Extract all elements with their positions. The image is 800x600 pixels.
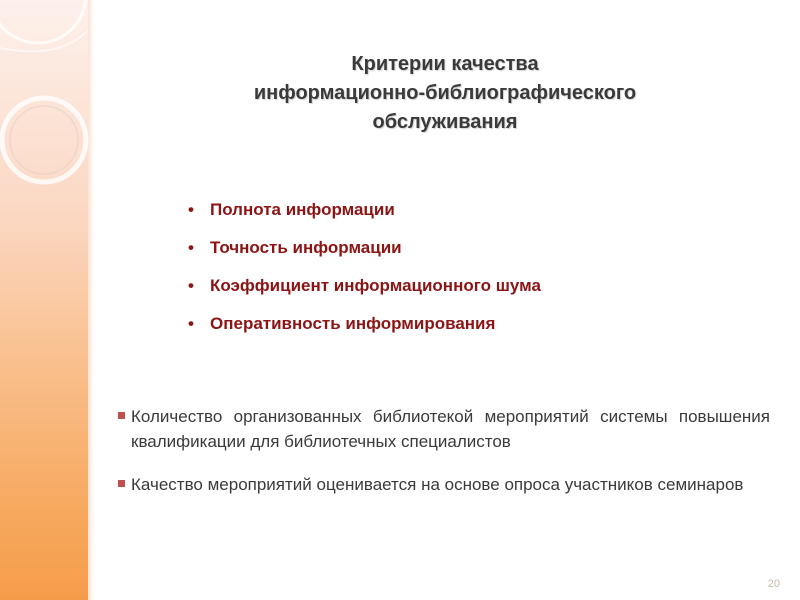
square-bullet-icon	[118, 480, 125, 487]
criteria-list	[188, 196, 541, 348]
title-line-2: информационно-библиографического	[253, 82, 637, 104]
decorative-rings	[0, 0, 120, 260]
criteria-label: Коэффициент информационного шума	[210, 276, 541, 295]
notes-list	[118, 404, 770, 515]
criteria-item	[188, 272, 541, 310]
bullet-dot-icon: •	[188, 200, 194, 219]
note-item	[118, 472, 770, 497]
criteria-item	[188, 310, 541, 348]
ring-middle-inner	[10, 106, 78, 174]
title-line-3: обслуживания	[372, 111, 518, 133]
criteria-label: Точность информации	[210, 238, 402, 257]
title-line-1: Критерии качества	[351, 53, 539, 75]
ring-top	[0, 0, 86, 43]
note-item	[118, 404, 770, 454]
bullet-dot-icon: •	[188, 276, 194, 295]
page-number: 20	[767, 578, 780, 590]
criteria-label: Оперативность информирования	[210, 314, 496, 333]
curve-line	[0, 30, 88, 51]
square-bullet-icon	[118, 412, 125, 419]
note-text: Количество организованных библиотекой мероприятий системы повышения квалификации для библиотечных специалистов	[131, 407, 770, 451]
slide-title	[150, 50, 740, 137]
note-text: Качество мероприятий оценивается на основе опроса участников семинаров	[131, 475, 744, 494]
bullet-dot-icon: •	[188, 314, 194, 333]
criteria-item	[188, 234, 541, 272]
bullet-dot-icon: •	[188, 238, 194, 257]
ring-middle	[2, 98, 86, 182]
criteria-label: Полнота информации	[210, 200, 395, 219]
criteria-item	[188, 196, 541, 234]
